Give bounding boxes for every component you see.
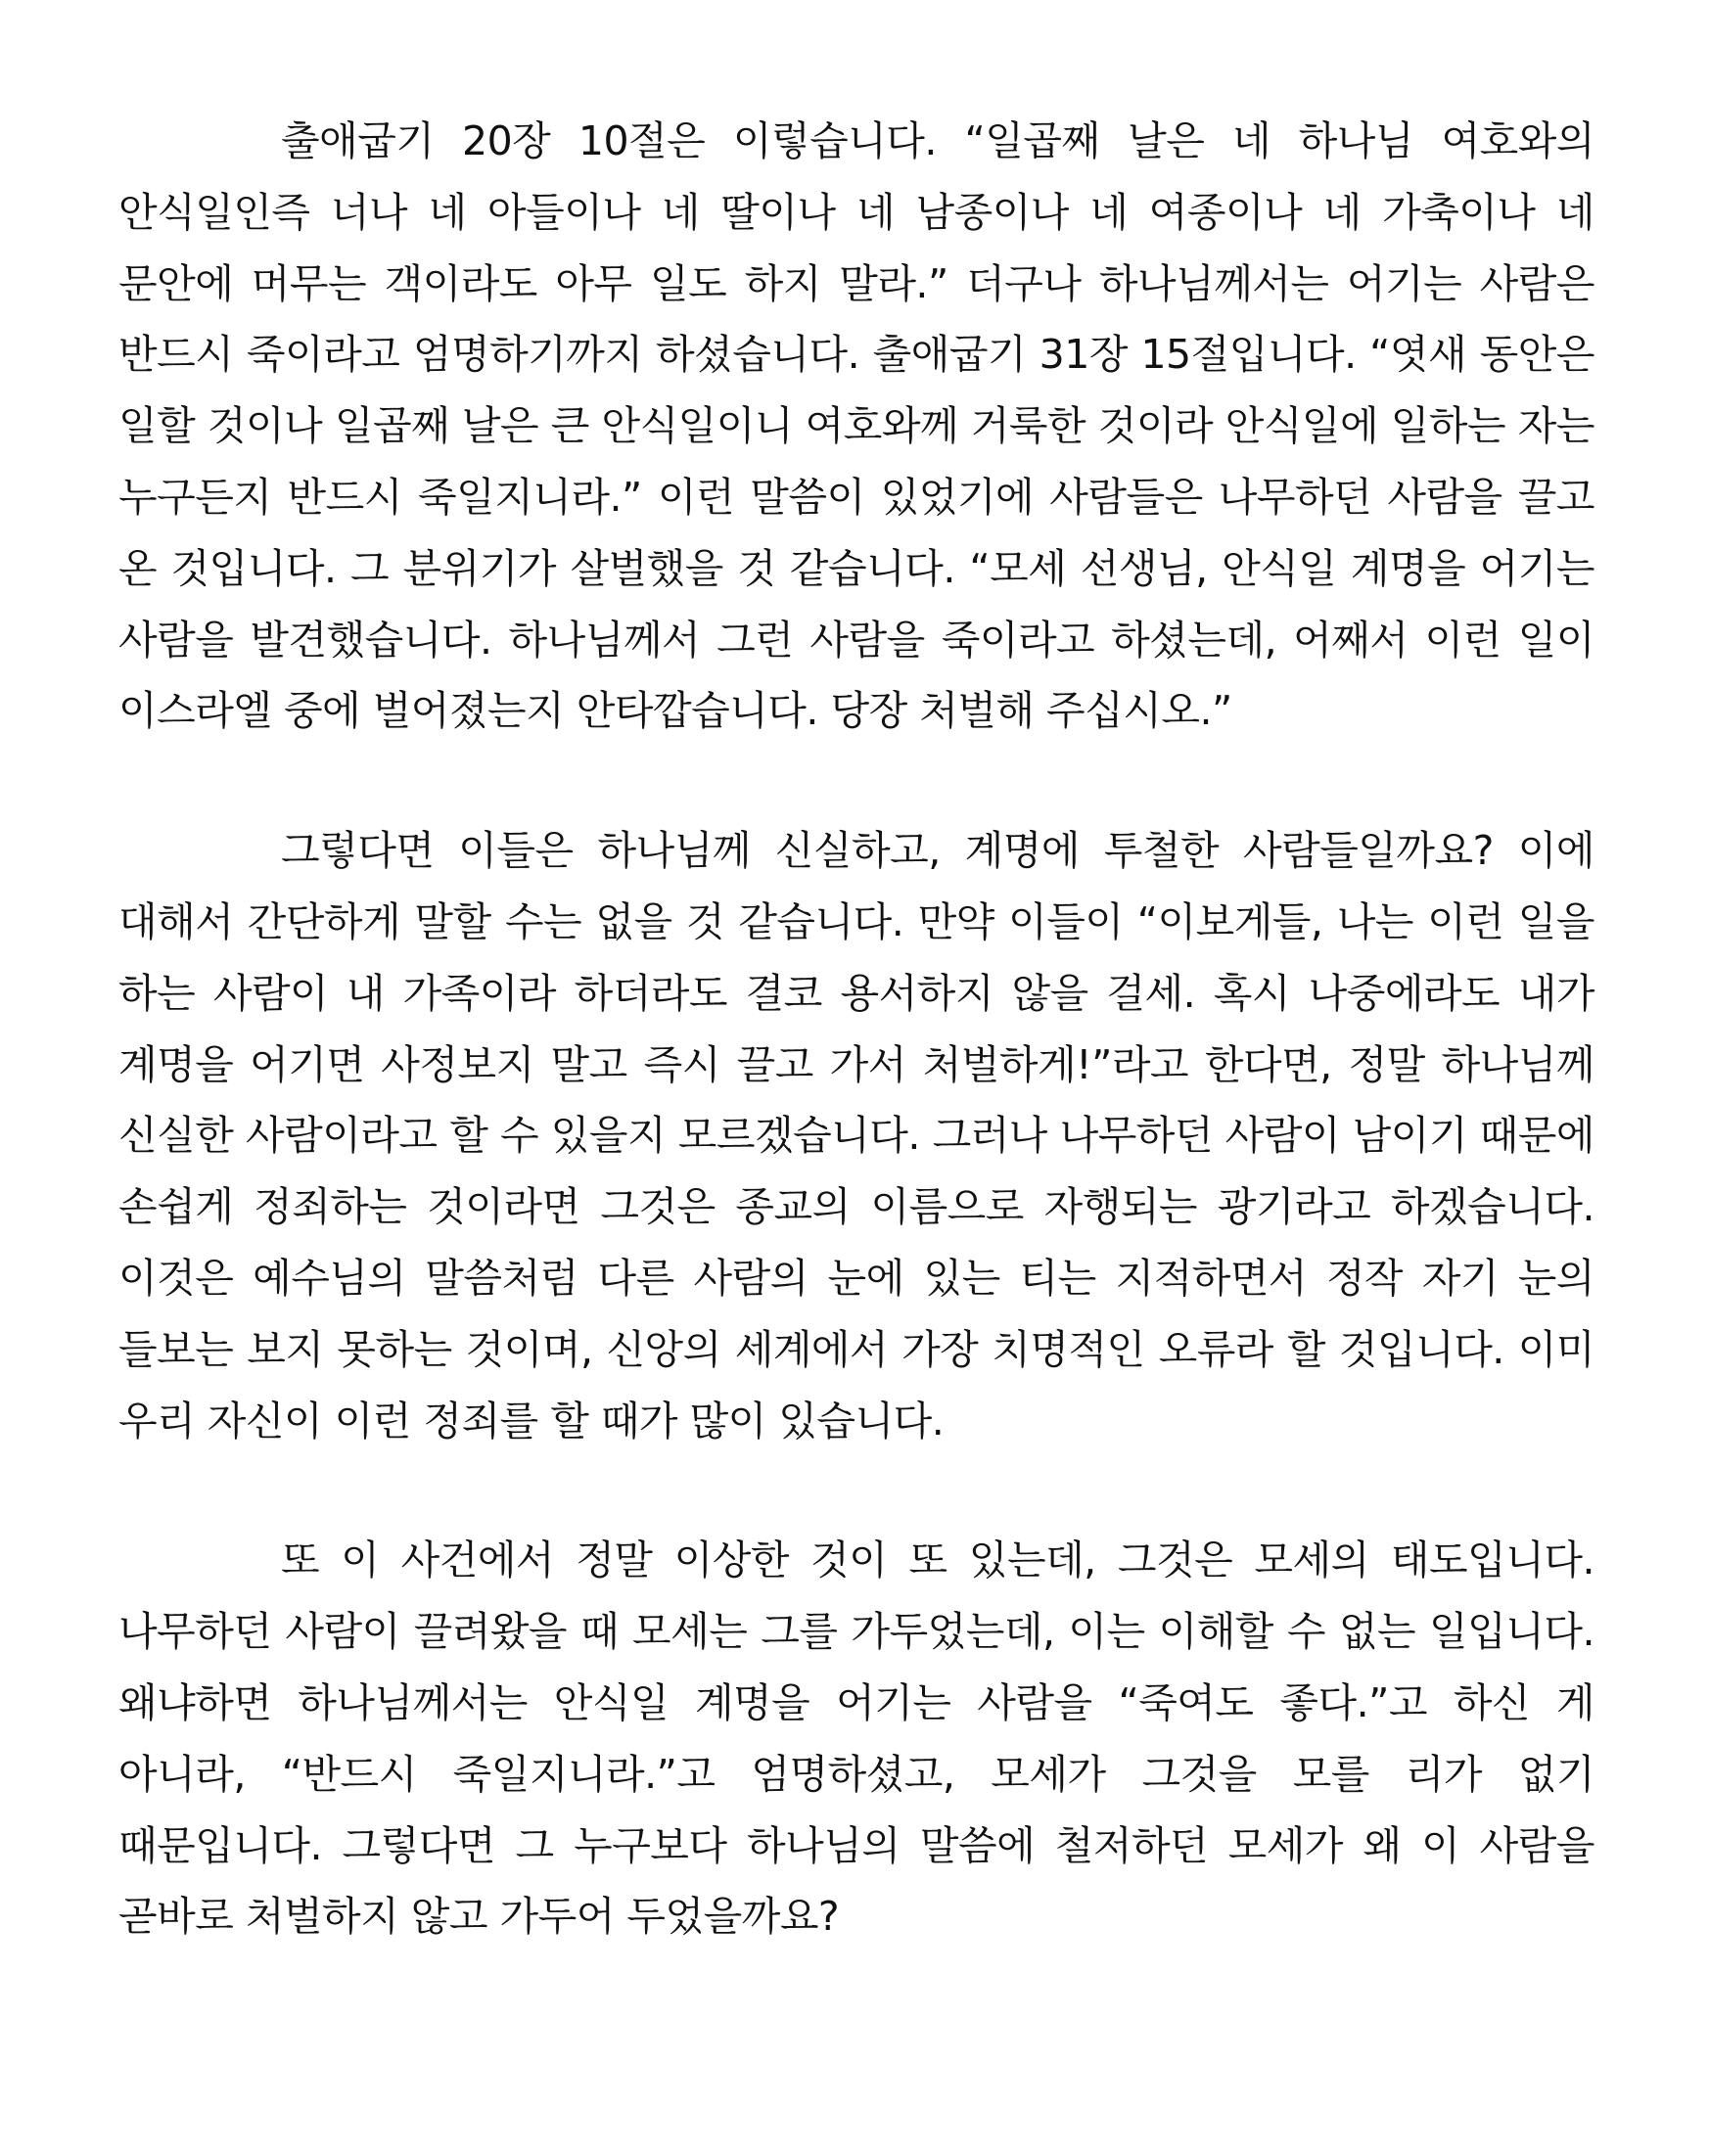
paragraph-sabbath-law: 출애굽기 20장 10절은 이렇습니다. “일곱째 날은 네 하나님 여호와의 안식일인즉 너나 네 아들이나 네 딸이나 네 남종이나 네 여종이나 네 가축이나 네 문안에 머무는 객이라도 아무 일도 하지 말라.” 더구나 하나님께서는 어기는 사람은 반드시 죽이라고 엄명하기까지 하셨습니다. 출애굽기 31장 15절입니다. “엿새 동안은 일할 것이나 일곱째 날은 큰 안식일이니 여호와께 거룩한 것이라 안식일에 일하는 자는 누구든지 반드시 죽일지니라.” 이런 말씀이 있었기에 사람들은 나무하던 사람을 끌고 온 것입니다. 그 분위기가 살벌했을 것 같습니다. “모세 선생님, 안식일 계명을 어기는 사람을 발견했습니다. 하나님께서 그런 사람을 죽이라고 하셨는데, 어째서 이런 일이 이스라엘 중에 벌어졌는지 안타깝습니다. 당장 처벌해 주십시오.” [118, 117, 1594, 735]
document-page [118, 106, 1594, 1952]
paragraph-judging-others: 그렇다면 이들은 하나님께 신실하고, 계명에 투철한 사람들일까요? 이에 대해서 간단하게 말할 수는 없을 것 같습니다. 만약 이들이 “이보게들, 나는 이런 일을 하는 사람이 내 가족이라 하더라도 결코 용서하지 않을 걸세. 혹시 나중에라도 내가 계명을 어기면 사정보지 말고 즉시 끌고 가서 처벌하게!”라고 한다면, 정말 하나님께 신실한 사람이라고 할 수 있을지 모르겠습니다. 그러나 나무하던 사람이 남이기 때문에 손쉽게 정죄하는 것이라면 그것은 종교의 이름으로 자행되는 광기라고 하겠습니다. 이것은 예수님의 말씀처럼 다른 사람의 눈에 있는 티는 지적하면서 정작 자기 눈의 들보는 보지 못하는 것이며, 신앙의 세계에서 가장 치명적인 오류라 할 것입니다. 이미 우리 자신이 이런 정죄를 할 때가 많이 있습니다. [118, 827, 1594, 1445]
paragraph-moses-attitude: 또 이 사건에서 정말 이상한 것이 또 있는데, 그것은 모세의 태도입니다. 나무하던 사람이 끌려왔을 때 모세는 그를 가두었는데, 이는 이해할 수 없는 일입니다. 왜냐하면 하나님께서는 안식일 계명을 어기는 사람을 “죽여도 좋다.”고 하신 게 아니라, “반드시 죽일지니라.”고 엄명하셨고, 모세가 그것을 모를 리가 없기 때문입니다. 그렇다면 그 누구보다 하나님의 말씀에 철저하던 모세가 왜 이 사람을 곧바로 처벌하지 않고 가두어 두었을까요? [118, 1537, 1594, 1941]
